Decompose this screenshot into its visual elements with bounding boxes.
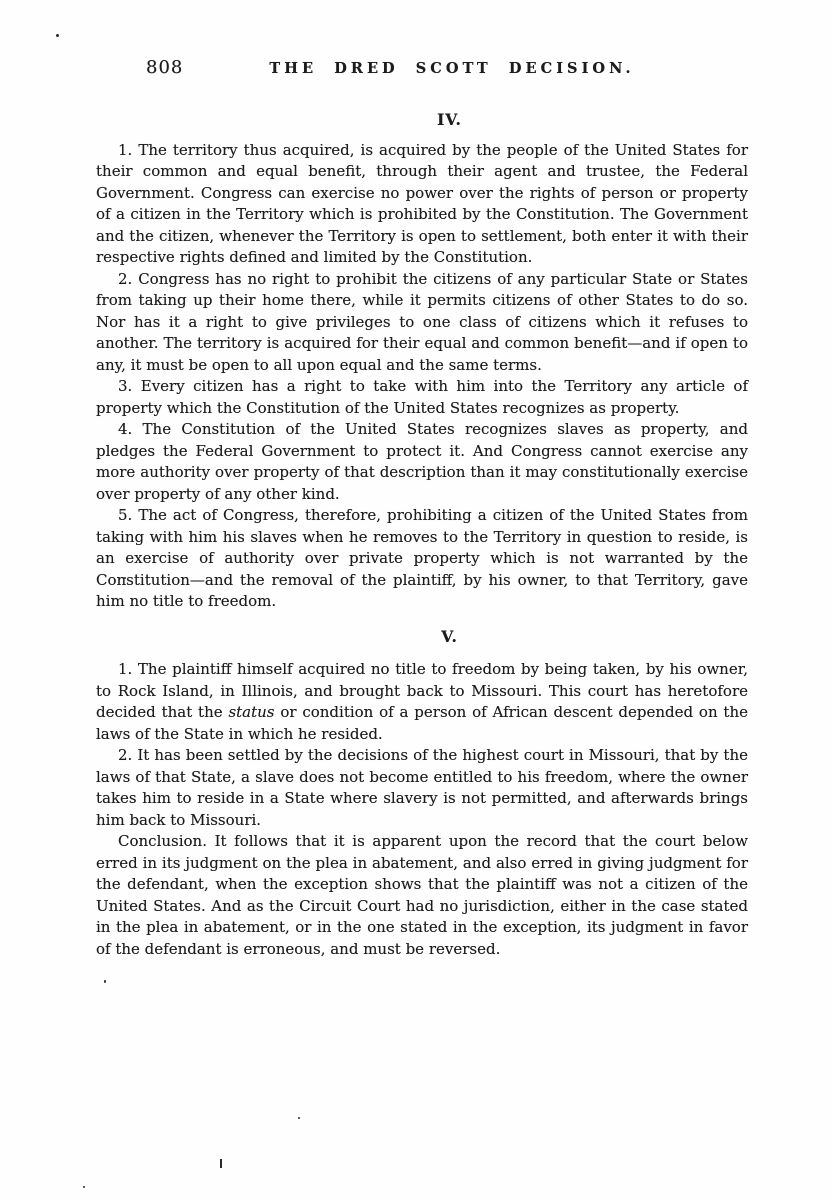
- italic-word-status: status: [228, 703, 275, 721]
- scan-speckle: [298, 1117, 300, 1119]
- section-heading-iv: IV.: [437, 110, 462, 129]
- paragraph-v-1: [96, 659, 748, 745]
- paragraph-iv-2: 2. Congress has no right to prohibit the citizens of any particular State or States from taking up their home there, while it permits citizens of other States to do so. Nor has it a right to give privileges to one class of citizens which it refuses to another. The territory is acquired for their equal and common benefit—and if open to any, it must be open to all upon equal and the same terms.: [96, 269, 748, 374]
- paragraph-v-1-text-pre: 1. The plaintiff himself acquired no title to freedom by being taken, by his owner, to Rock Island, in Illinois, and brought back to Missouri. This court has heretofore decided that the: [96, 660, 748, 721]
- scan-speckle: [104, 980, 106, 983]
- scan-speckle: [83, 1186, 85, 1188]
- paragraph-iv-4: 4. The Constitution of the United States recognizes slaves as property, and pledges the Federal Government to protect it. And Congress cannot exercise any more authority over property of that description than it may constitutionally exercise over property of any other kind.: [96, 420, 748, 503]
- paragraph-v-1-text-post: or condition of a person of African descent depended on the laws of the State in which he resided.: [96, 703, 749, 743]
- page-number: 808: [146, 57, 184, 78]
- page-body: [96, 109, 748, 960]
- running-title: THE DRED SCOTT DECISION.: [269, 60, 635, 77]
- paragraph-iv-1: 1. The territory thus acquired, is acquired by the people of the United States for their common and equal benefit, through their agent and trustee, the Federal Government. Congress can exercise no power over the rights of person or property of a citizen in the Territory which is prohibited by the Constitution. The Government and the citizen, whenever the Territory is open to settlement, both enter it with their respective rights defined and limited by the Constitution.: [96, 140, 748, 266]
- paragraph-conclusion: Conclusion. It follows that it is apparent upon the record that the court below erred in its judgment on the plea in abatement, and also erred in giving judgment for the defendant, when the exception shows that the plaintiff was not a citizen of the United States. And as the Circuit Court had no jurisdiction, either in the case stated in the plea in abatement, or in the one stated in the exception, its judgment in favor of the defendant is erroneous, and must be reversed.: [96, 832, 748, 958]
- paragraph-iv-5: 5. The act of Congress, therefore, prohibiting a citizen of the United States from taking with him his slaves when he removes to the Territory in question to reside, is an exercise of authority over private property which is not warranted by the Constitution—and the removal of the plaintiff, by his owner, to that Territory, gave him no title to freedom.: [96, 506, 748, 610]
- page-header: [0, 0, 832, 90]
- scan-speckle: [220, 1159, 222, 1168]
- paragraph-v-2: 2. It has been settled by the decisions of the highest court in Missouri, that by the laws of that State, a slave does not become entitled to his freedom, where the owner takes him to reside in a State where slavery is not permitted, and afterwards brings him back to Missouri.: [96, 746, 748, 829]
- paragraph-iv-3: 3. Every citizen has a right to take with him into the Territory any article of property which the Constitution of the United States recognizes as property.: [96, 377, 748, 417]
- section-heading-v: V.: [441, 626, 458, 646]
